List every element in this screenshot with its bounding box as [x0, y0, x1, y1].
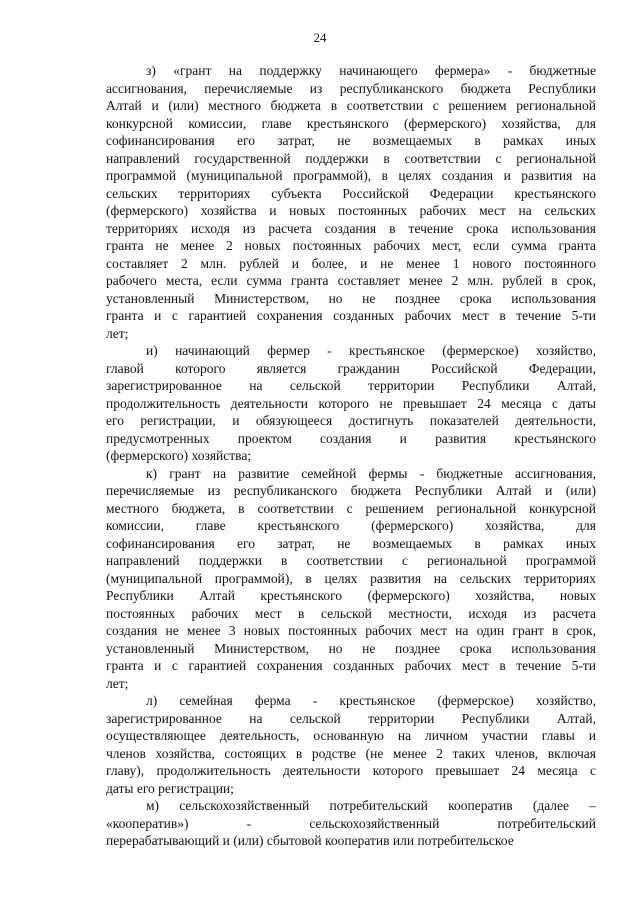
- text-line: местного бюджета, в соответствии с решением региональной конкурсной: [106, 500, 596, 516]
- text-line: его регистрации, и обязующееся достигнуть показателей деятельности,: [106, 413, 596, 428]
- document-body: [106, 62, 596, 850]
- text-line: «кооператив») - сельскохозяйственный потребительский: [106, 815, 596, 831]
- text-line: перерабатывающий и (или) сбытовой кооператив или потребительское: [106, 833, 514, 848]
- text-line: Республики Алтай крестьянского (фермерского) хозяйства, новых: [106, 588, 596, 603]
- paragraph-l: [106, 692, 596, 797]
- text-line: создания не менее 3 новых постоянных рабочих мест на один грант в срок,: [106, 623, 596, 638]
- text-line: продолжительность деятельности которого не превышает 24 месяца с даты: [106, 395, 596, 411]
- text-line: направлений государственной поддержки в соответствии с региональной: [106, 150, 596, 166]
- text-line: гранта и с гарантией сохранения созданных рабочих мест в течение 5-ти: [106, 658, 596, 673]
- text-line: ассигнования, перечисляемые из республиканского бюджета Республики: [106, 80, 596, 96]
- text-line: зарегистрированное на сельской территории Республики Алтай,: [106, 378, 596, 393]
- text-line: (муниципальной программой), в целях развития на сельских территориях: [106, 570, 596, 586]
- text-line: Алтай и (или) местного бюджета в соответствии с решением региональной: [106, 98, 596, 113]
- text-line: конкурсной комиссии, главе крестьянского (фермерского) хозяйства, для: [106, 115, 596, 131]
- text-line: территориях исходя из расчета создания в течение срока использования: [106, 220, 596, 236]
- text-line: л) семейная ферма - крестьянское (фермерское) хозяйство,: [146, 693, 596, 708]
- text-line: даты его регистрации;: [106, 780, 234, 796]
- paragraph-k: [106, 465, 596, 693]
- text-line: софинансирования его затрат, не возмещаемых в рамках иных: [106, 535, 596, 551]
- paragraph-m: [106, 797, 596, 850]
- text-line: осуществляющее деятельность, основанную на личном участии главы и: [106, 728, 596, 743]
- text-line: гранта и с гарантией сохранения созданных рабочих мест в течение 5-ти: [106, 308, 596, 323]
- text-line: установленный Министерством, но не позднее срока использования: [106, 640, 596, 656]
- text-line: главу), продолжительность деятельности которого превышает 24 месяца с: [106, 763, 596, 778]
- paragraph-i: [106, 342, 596, 465]
- text-line: программой (муниципальной программой), в целях создания и развития на: [106, 168, 596, 183]
- text-line: постоянных рабочих мест в сельской местности, исходя из расчета: [106, 605, 596, 621]
- text-line: предусмотренных проектом создания и развития крестьянского: [106, 430, 596, 446]
- text-line: з) «грант на поддержку начинающего фермера» - бюджетные: [146, 63, 596, 78]
- paragraph-z: [106, 62, 596, 342]
- text-line: сельских территориях субъекта Российской Федерации крестьянского: [106, 185, 596, 201]
- text-line: лет;: [106, 675, 129, 691]
- text-line: м) сельскохозяйственный потребительский кооператив (далее –: [146, 798, 596, 813]
- text-line: и) начинающий фермер - крестьянское (фермерское) хозяйство,: [146, 343, 596, 358]
- text-line: (фермерского) хозяйства;: [106, 448, 252, 463]
- text-line: перечисляемые из республиканского бюджета Республики Алтай и (или): [106, 483, 596, 498]
- text-line: (фермерского) хозяйства и новых постоянных рабочих мест на сельских: [106, 203, 596, 218]
- text-line: зарегистрированное на сельской территории Республики Алтай,: [106, 710, 596, 726]
- text-line: к) грант на развитие семейной фермы - бюджетные ассигнования,: [146, 465, 596, 481]
- page-number: 24: [313, 30, 327, 45]
- text-line: гранта не менее 2 новых постоянных рабочих мест, если сумма гранта: [106, 238, 596, 253]
- text-line: комиссии, главе крестьянского (фермерского) хозяйства, для: [106, 518, 596, 533]
- text-line: членов хозяйства, состоящих в родстве (не менее 2 таких членов, включая: [106, 745, 596, 761]
- text-line: рабочего места, если сумма гранта составляет менее 2 млн. рублей в срок,: [106, 273, 596, 288]
- text-line: направлений поддержки в соответствии с региональной программой: [106, 553, 596, 568]
- text-line: софинансирования его затрат, не возмещаемых в рамках иных: [106, 133, 596, 148]
- text-line: лет;: [106, 325, 129, 341]
- text-line: составляет 2 млн. рублей и более, и не менее 1 нового постоянного: [106, 255, 596, 271]
- text-line: главой которого является гражданин Российской Федерации,: [106, 360, 596, 376]
- text-line: установленный Министерством, но не позднее срока использования: [106, 290, 596, 306]
